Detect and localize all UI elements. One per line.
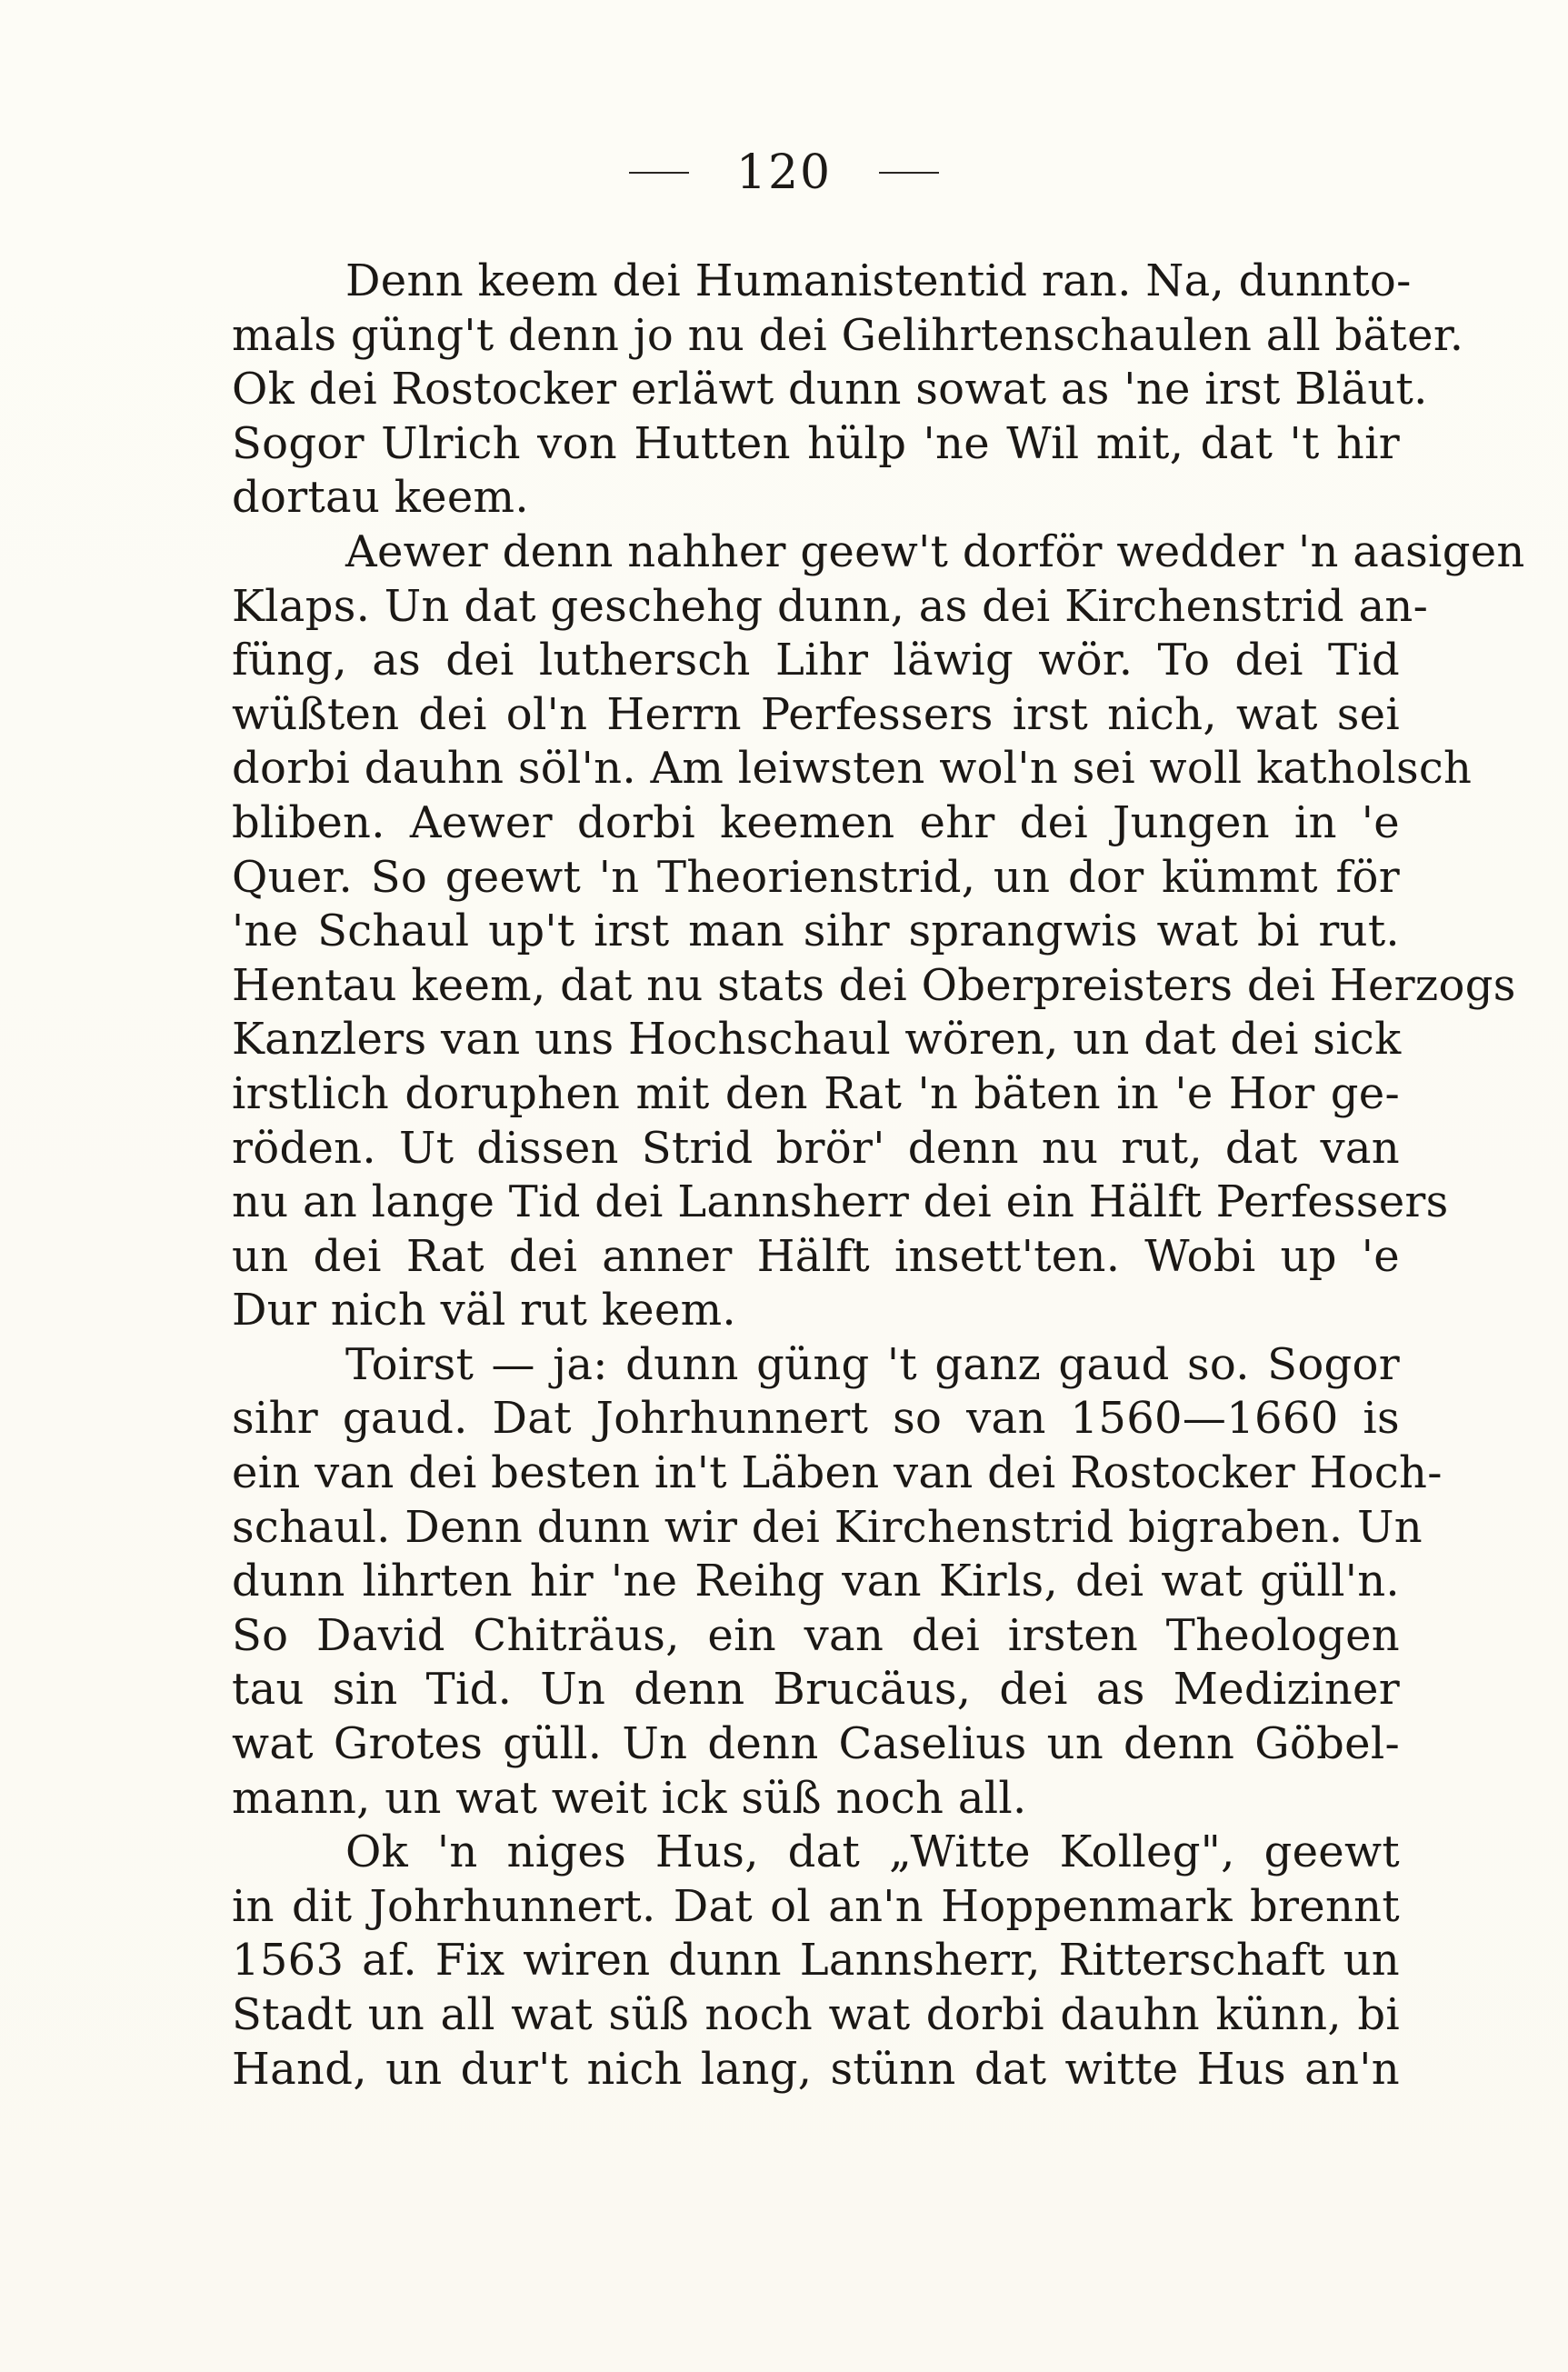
text-line: nu an lange Tid dei Lannsherr dei ein Hälft Perfessers: [232, 1176, 1449, 1228]
text-line: 'ne Schaul up't irst man sihr sprangwis wat bi rut.: [232, 906, 1400, 957]
page-number: 120: [735, 145, 833, 200]
text-line: Hand, un dur't nich lang, stünn dat witte Hus an'n: [232, 2043, 1400, 2095]
text-line: So David Chiträus, ein van dei irsten Theologen: [232, 1609, 1400, 1661]
text-line: mann, un wat weit ick süß noch all.: [232, 1772, 1027, 1824]
text-line: Klaps. Un dat geschehg dunn, as dei Kirchenstrid an-: [232, 580, 1429, 632]
text-line: wat Grotes güll. Un denn Caselius un denn Göbel-: [232, 1718, 1400, 1770]
text-line: Ok 'n niges Hus, dat „Witte Kolleg", geewt: [345, 1827, 1400, 1878]
header-dash-right: [879, 172, 939, 174]
text-line: dortau keem.: [232, 472, 529, 524]
text-line: tau sin Tid. Un denn Brucäus, dei as Mediziner: [232, 1664, 1400, 1716]
text-line: Ok dei Rostocker erläwt dunn sowat as 'ne irst Bläut.: [232, 364, 1428, 415]
header-dash-left: [629, 172, 689, 174]
text-line: wüßten dei ol'n Herrn Perfessers irst nich, wat sei: [232, 688, 1400, 740]
text-line: in dit Johrhunnert. Dat ol an'n Hoppenmark brennt: [232, 1880, 1400, 1932]
text-line: schaul. Denn dunn wir dei Kirchenstrid bigraben. Un: [232, 1501, 1423, 1553]
text-line: ein van dei besten in't Läben van dei Rostocker Hoch-: [232, 1447, 1443, 1499]
text-line: Dur nich väl rut keem.: [232, 1285, 736, 1336]
text-line: irstlich doruphen mit den Rat 'n bäten in 'e Hor ge-: [232, 1067, 1400, 1119]
text-line: un dei Rat dei anner Hälft insett'ten. Wobi up 'e: [232, 1230, 1400, 1282]
text-line: röden. Ut dissen Strid brör' denn nu rut, dat van: [232, 1122, 1400, 1174]
text-line: Denn keem dei Humanistentid ran. Na, dunnto-: [345, 255, 1412, 306]
text-line: Sogor Ulrich von Hutten hülp 'ne Wil mit, dat 't hir: [232, 417, 1400, 469]
page-header: [0, 145, 1568, 200]
text-line: Aewer denn nahher geew't dorför wedder 'n aasigen: [345, 525, 1525, 577]
text-line: dorbi dauhn söl'n. Am leiwsten wol'n sei woll katholsch: [232, 743, 1473, 795]
text-line: dunn lihrten hir 'ne Reihg van Kirls, dei wat güll'n.: [232, 1556, 1400, 1607]
body-text: [232, 255, 1525, 2097]
text-line: Stadt un all wat süß noch wat dorbi dauhn künn, bi: [232, 1989, 1400, 2040]
text-line: füng, as dei luthersch Lihr läwig wör. To dei Tid: [232, 635, 1400, 686]
text-line: Toirst — ja: dunn güng 't ganz gaud so. Sogor: [345, 1338, 1400, 1390]
text-line: Quer. So geewt 'n Theorienstrid, un dor kümmt för: [232, 851, 1400, 903]
text-line: mals güng't denn jo nu dei Gelihrtenschaulen all bäter.: [232, 309, 1464, 361]
text-line: sihr gaud. Dat Johrhunnert so van 1560—1660 is: [232, 1393, 1400, 1445]
text-line: Kanzlers van uns Hochschaul wören, un dat dei sick: [232, 1014, 1402, 1066]
text-line: bliben. Aewer dorbi keemen ehr dei Jungen in 'e: [232, 796, 1400, 848]
text-line: Hentau keem, dat nu stats dei Oberpreisters dei Herzogs: [232, 959, 1516, 1011]
text-line: 1563 af. Fix wiren dunn Lannsherr, Ritterschaft un: [232, 1935, 1400, 1987]
